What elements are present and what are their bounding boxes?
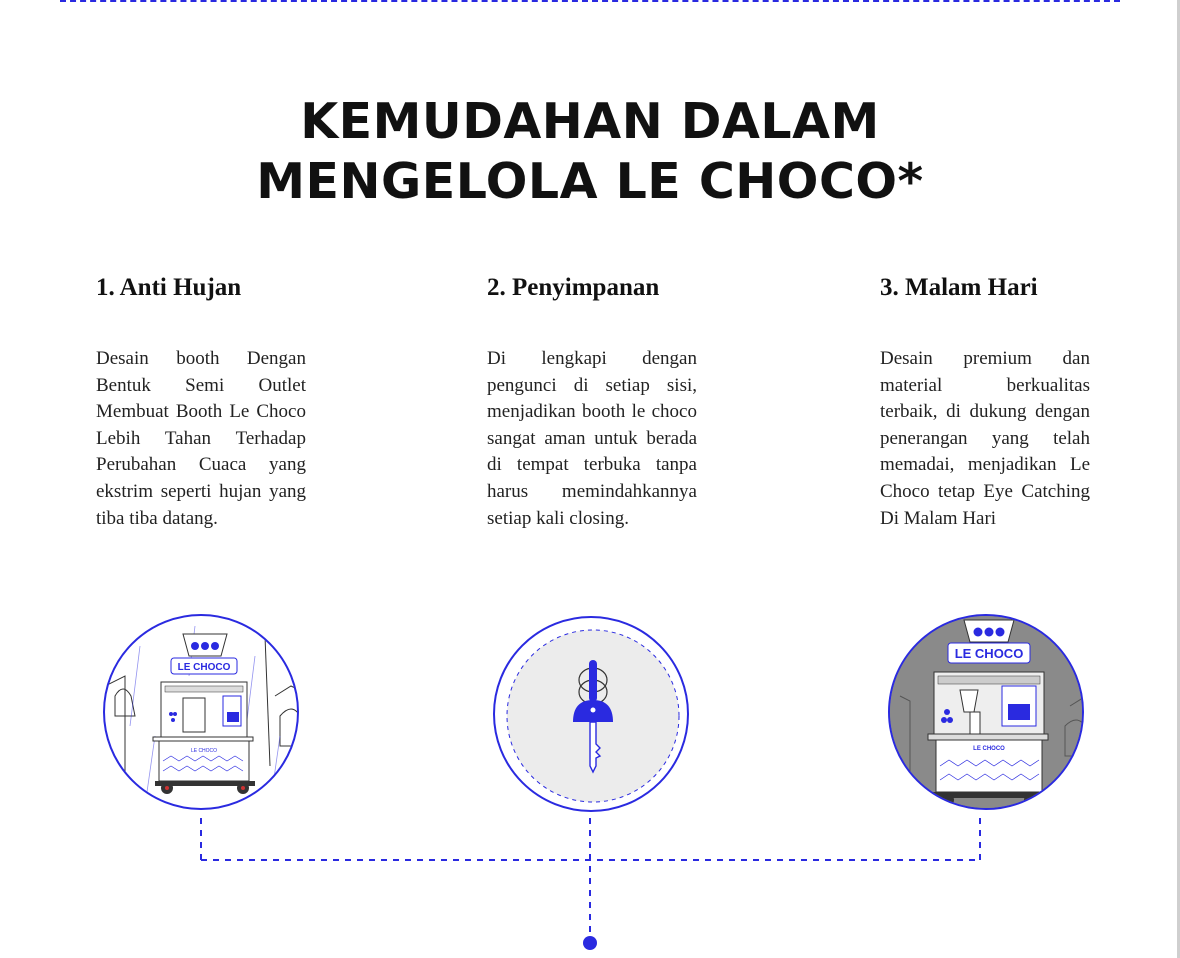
booth-counter-label: LE CHOCO — [973, 746, 1005, 752]
booth-counter-label: LE CHOCO — [190, 748, 218, 754]
feature-title: 3. Malam Hari — [880, 274, 1038, 301]
page-title-line-2: MENGELOLA LE CHOCO* — [256, 153, 924, 210]
booth-sign-text: LE CHOCO — [177, 662, 231, 673]
connector-endpoint-dot — [583, 936, 597, 950]
booth-sign-text: LE CHOCO — [954, 646, 1024, 661]
feature-title: 2. Penyimpanan — [487, 274, 660, 301]
feature-title: 1. Anti Hujan — [96, 274, 242, 301]
page-title-line-1: KEMUDAHAN DALAM — [300, 93, 880, 150]
feature-description: Desain premium dan material berkualitas terbaik, di dukung dengan penerangan yang telah memadai, menjadikan Le Choco tetap Eye Catching Di Malam Hari — [880, 348, 1090, 529]
feature-description: Desain booth Dengan Bentuk Semi Outlet Membuat Booth Le Choco Lebih Tahan Terhadap Perubahan Cuaca yang ekstrim seperti hujan yang tiba tiba datang. — [96, 348, 306, 529]
feature-description: Di lengkapi dengan pengunci di setiap sisi, menjadikan booth le choco sangat aman untuk berada di tempat terbuka tanpa harus memindahkannya setiap kali closing. — [487, 348, 697, 529]
